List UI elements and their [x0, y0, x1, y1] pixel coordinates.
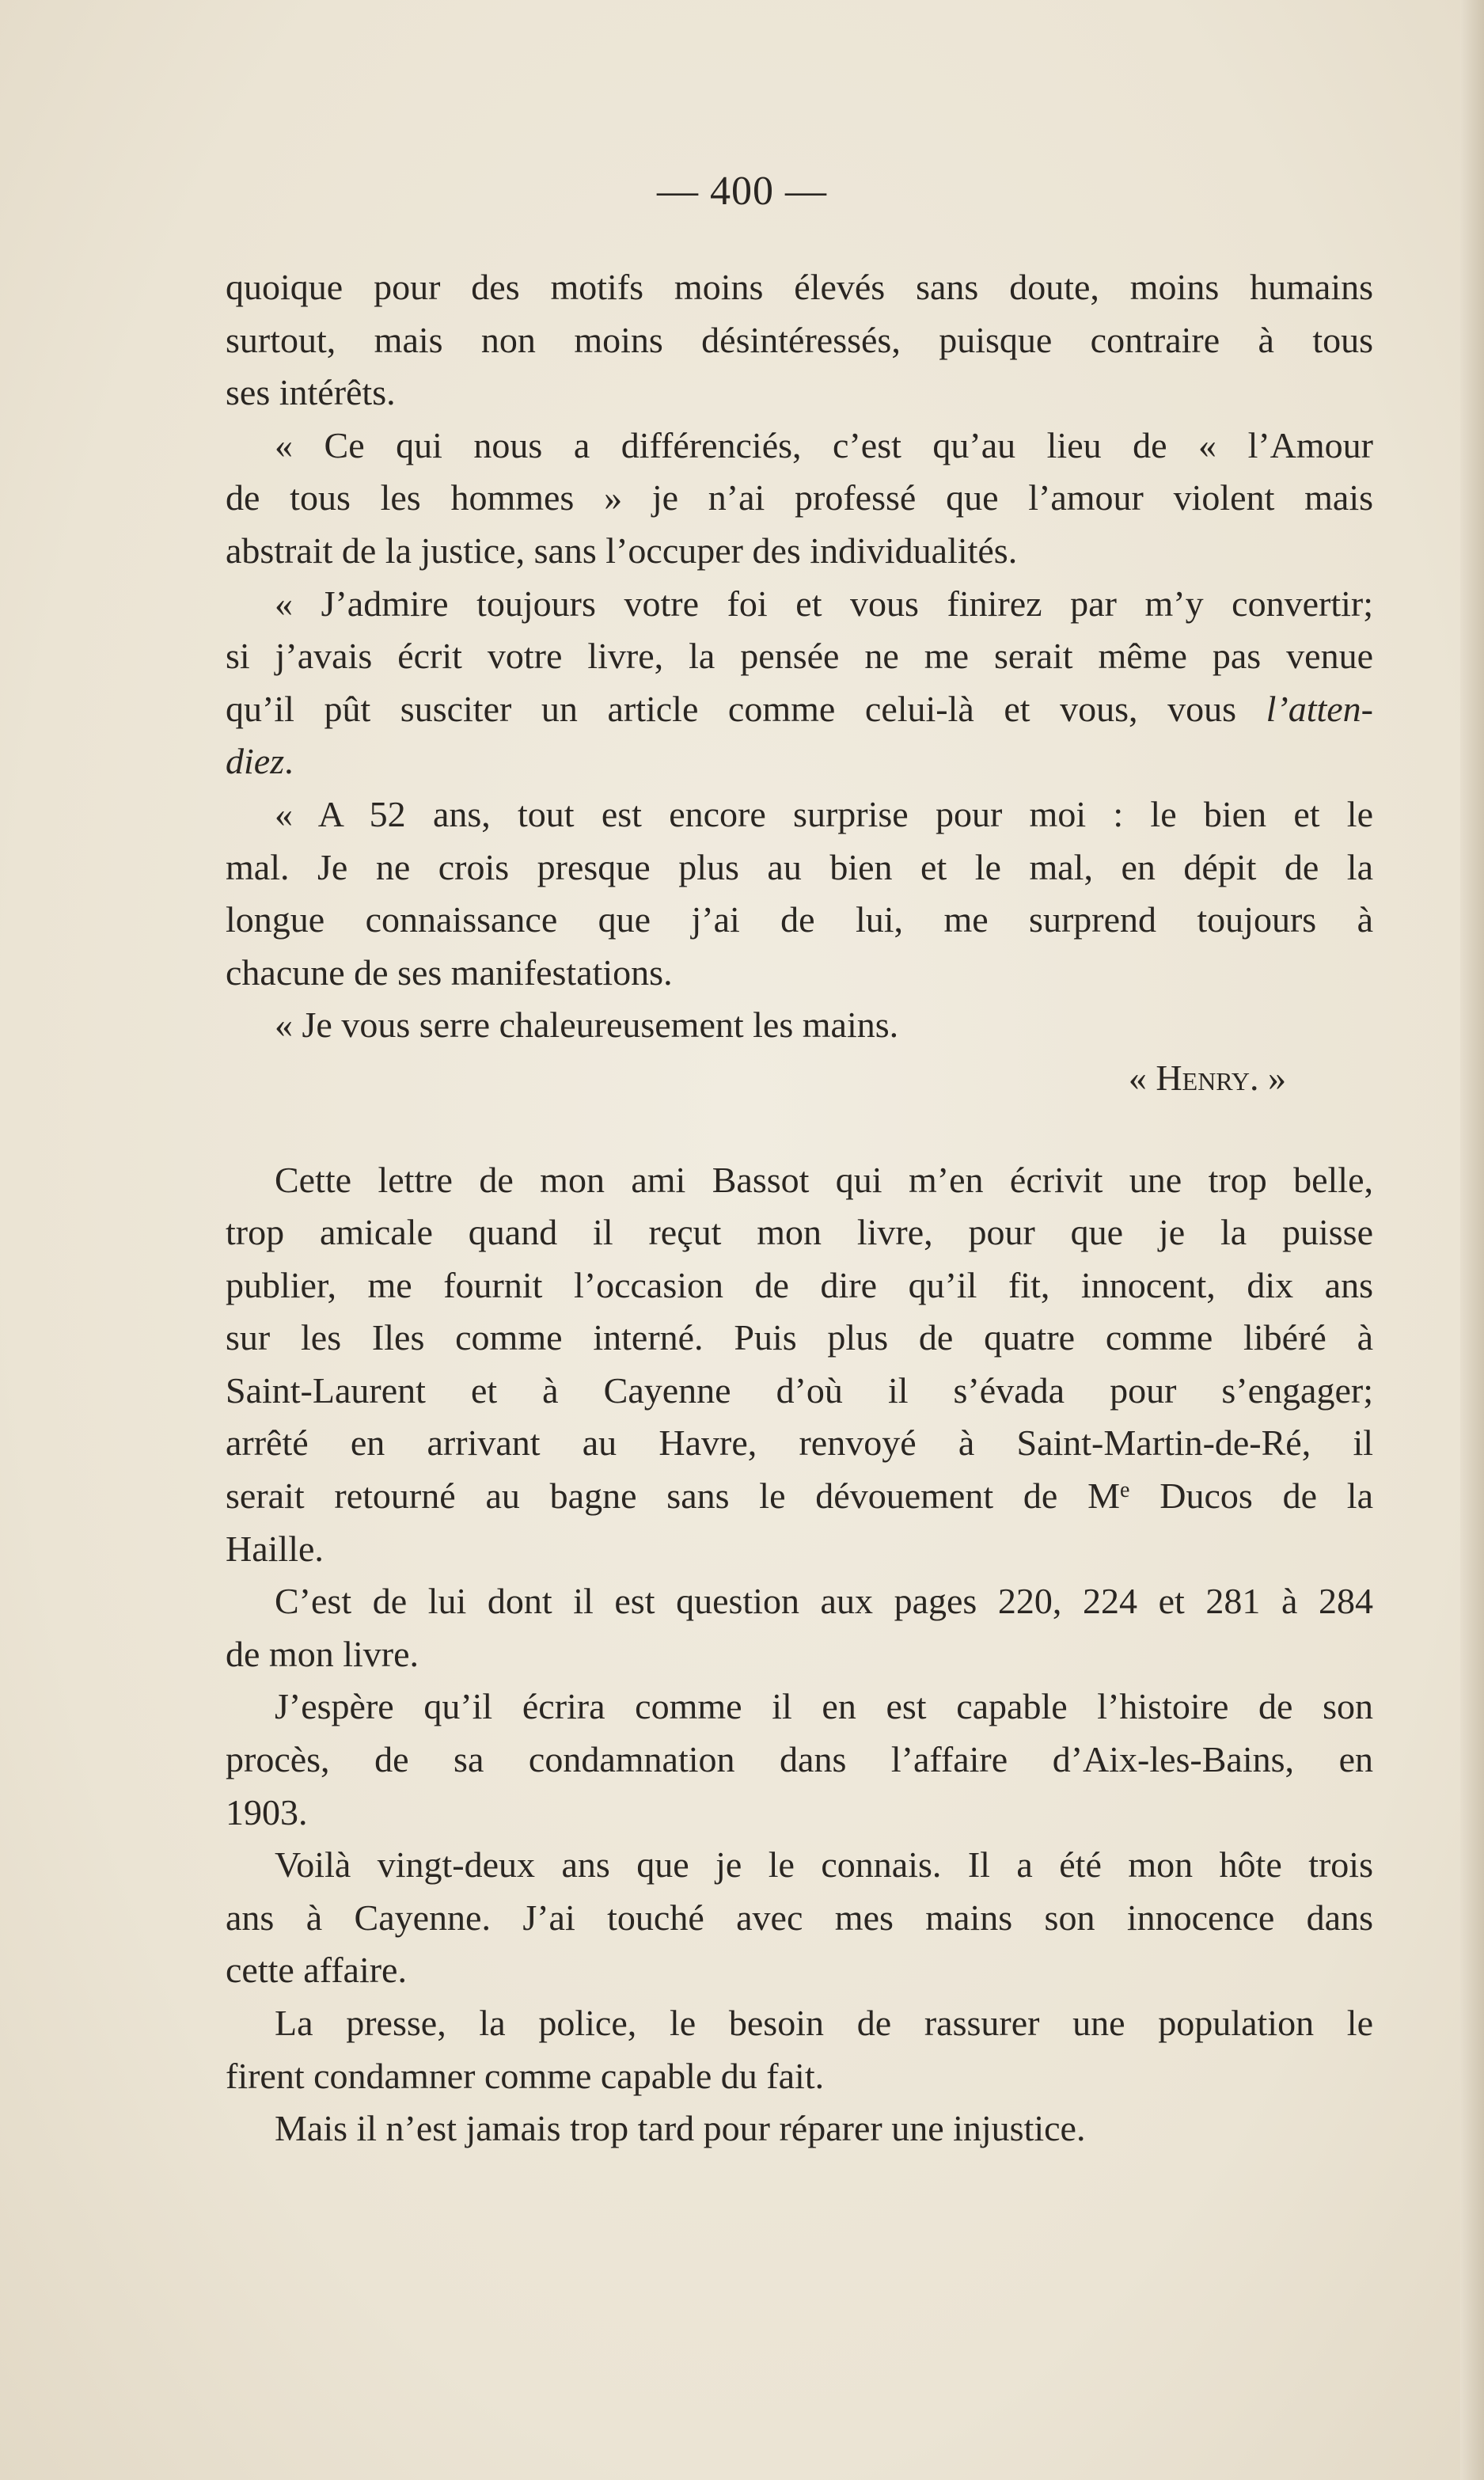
paragraph	[226, 1839, 1373, 1997]
paragraph	[226, 999, 1373, 1052]
text-segment: C’est de lui dont il est question aux pages 220, 224 et 281 à 284	[275, 1581, 1373, 1622]
text-segment: mal. Je ne crois presque plus au bien et le mal, en dépit de la	[226, 846, 1373, 887]
text-segment: Cette lettre de mon ami Bassot qui m’en écrivit une trop belle,	[275, 1159, 1373, 1200]
paragraph	[226, 788, 1373, 999]
text-segment: J’espère qu’il écrira comme il en est capable l’histoire de son	[275, 1686, 1373, 1727]
text-line	[226, 1575, 1373, 1628]
text-line	[226, 1365, 1373, 1418]
paragraph	[226, 1997, 1373, 2102]
page-edge	[1460, 0, 1484, 2480]
text-line	[226, 947, 1373, 1000]
text-segment: firent condamner comme capable du fait.	[226, 2055, 825, 2096]
text-segment: sur les Iles comme interné. Puis plus de quatre comme libéré à	[226, 1317, 1373, 1358]
text-line	[226, 1787, 1373, 1840]
text-line	[226, 1470, 1373, 1523]
text-segment: ses intérêts.	[226, 372, 396, 413]
text-segment: Voilà vingt-deux ans que je le connais. Il a été mon hôte trois	[275, 1844, 1373, 1886]
text-segment: La presse, la police, le besoin de rassurer une population le	[275, 2003, 1373, 2043]
paragraph	[226, 1681, 1373, 1839]
text-segment: « Je vous serre chaleureusement les mains.	[275, 1005, 899, 1046]
text-line	[226, 1259, 1373, 1312]
signature	[226, 1052, 1373, 1105]
text-segment: cette affaire.	[226, 1950, 407, 1991]
paragraph	[226, 2102, 1373, 2155]
text-segment: procès, de sa condamnation dans l’affaire d’Aix-les-Bains, en	[226, 1739, 1373, 1780]
paragraph	[226, 578, 1373, 788]
body-text	[226, 261, 1373, 2155]
text-line	[226, 841, 1373, 894]
text-line	[226, 1154, 1373, 1207]
text-line	[226, 314, 1373, 367]
italic-text: diez	[226, 741, 285, 782]
text-segment: publier, me fournit l’occasion de dire qu’il fit, innocent, dix ans	[226, 1264, 1373, 1305]
text-line	[226, 1839, 1373, 1892]
paragraph	[226, 1575, 1373, 1681]
text-segment: « Ce qui nous a différenciés, c’est qu’au lieu de « l’Amour	[275, 424, 1373, 465]
text-line	[226, 1206, 1373, 1259]
text-line	[226, 578, 1373, 631]
paragraph	[226, 420, 1373, 578]
text-segment: Saint-Laurent et à Cayenne d’où il s’évada pour s’engager;	[226, 1369, 1373, 1411]
text-line	[226, 420, 1373, 473]
superscript-text: e	[1120, 1478, 1130, 1503]
text-line	[226, 735, 1373, 788]
text-line	[226, 1997, 1373, 2050]
text-segment: 1903.	[226, 1791, 308, 1832]
text-segment: arrêté en arrivant au Havre, renvoyé à Saint-Martin-de-Ré, il	[226, 1422, 1373, 1464]
text-line	[226, 1417, 1373, 1470]
text-line	[226, 1892, 1373, 1945]
italic-text: l’atten-	[1266, 688, 1373, 729]
text-segment: surtout, mais non moins désintéressés, puisque contraire à tous	[226, 319, 1373, 360]
text-segment: si j’avais écrit votre livre, la pensée ne me serait même pas venue	[226, 636, 1373, 677]
text-segment: .	[284, 741, 294, 782]
text-line	[226, 683, 1373, 736]
text-segment: trop amicale quand il reçut mon livre, pour que je la puisse	[226, 1212, 1373, 1253]
text-segment: de tous les hommes » je n’ai professé que l’amour violent mais	[226, 477, 1373, 518]
text-segment: « J’admire toujours votre foi et vous finirez par m’y convertir;	[275, 583, 1373, 624]
text-line	[226, 894, 1373, 947]
text-line	[226, 999, 1373, 1052]
text-line	[226, 788, 1373, 841]
text-line	[226, 1734, 1373, 1787]
text-line	[226, 1312, 1373, 1365]
text-segment: chacune de ses manifestations.	[226, 951, 673, 993]
paragraph	[226, 1154, 1373, 1576]
text-line	[226, 2102, 1373, 2155]
text-segment: « Henry. »	[1128, 1057, 1286, 1098]
text-line	[226, 472, 1373, 525]
text-line	[226, 366, 1373, 420]
text-segment: abstrait de la justice, sans l’occuper des individualités.	[226, 530, 1018, 571]
text-segment: de mon livre.	[226, 1633, 419, 1674]
text-segment: « A 52 ans, tout est encore surprise pour moi : le bien et le	[275, 793, 1373, 834]
text-segment: serait retourné au bagne sans le dévouement de M	[226, 1475, 1121, 1517]
paragraph	[226, 261, 1373, 420]
text-segment: quoique pour des motifs moins élevés sans doute, moins humains	[226, 267, 1373, 307]
text-segment: Haille.	[226, 1528, 324, 1569]
page-number: — 400 —	[657, 169, 827, 214]
text-segment: longue connaissance que j’ai de lui, me surprend toujours à	[226, 899, 1373, 940]
text-segment: qu’il pût susciter un article comme celui-là et vous, vous	[226, 688, 1266, 729]
text-line	[226, 261, 1373, 314]
text-line	[226, 1052, 1373, 1105]
text-line	[226, 1523, 1373, 1576]
text-line	[226, 1628, 1373, 1681]
text-line	[226, 630, 1373, 683]
text-line	[226, 525, 1373, 578]
text-line	[226, 1944, 1373, 1997]
text-line	[226, 2050, 1373, 2103]
text-segment: ans à Cayenne. J’ai touché avec mes mains son innocence dans	[226, 1897, 1373, 1938]
text-line	[226, 1681, 1373, 1734]
text-segment: Mais il n’est jamais trop tard pour réparer une injustice.	[275, 2108, 1086, 2149]
text-segment: Ducos de la	[1129, 1475, 1373, 1517]
